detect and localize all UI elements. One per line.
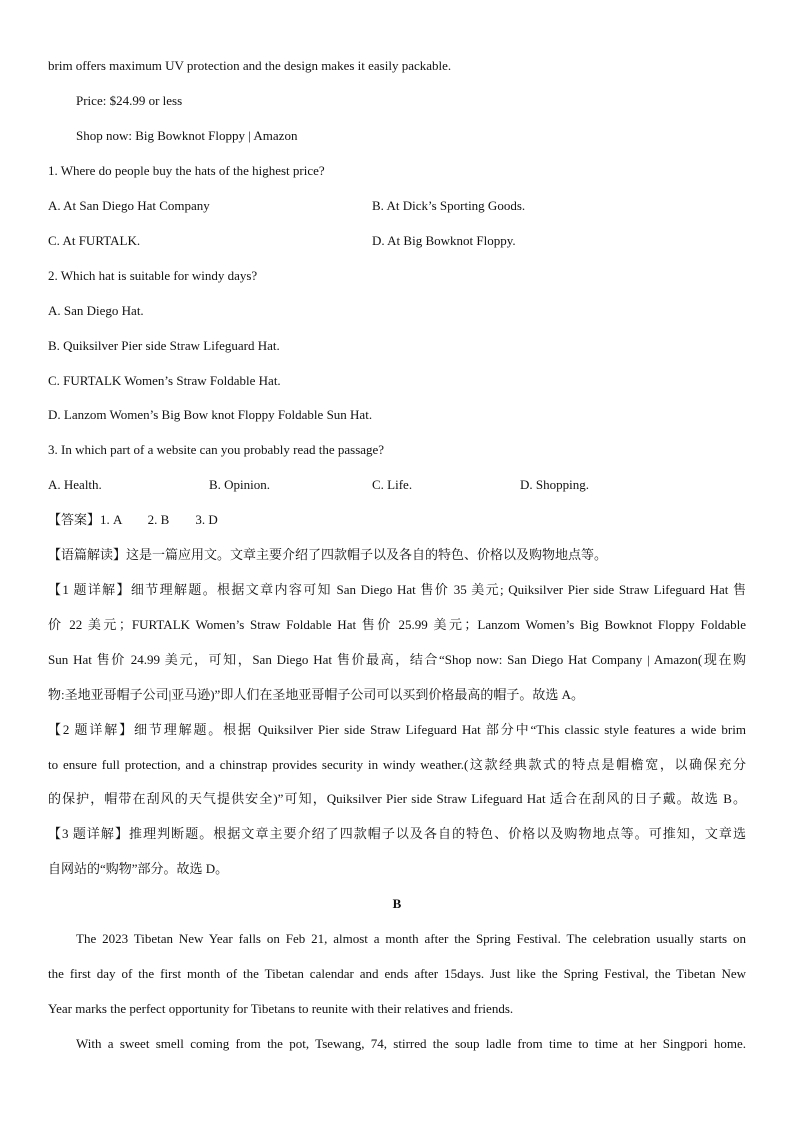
price-line: Price: $24.99 or less xyxy=(76,93,183,108)
question-3-stem: 3. In which part of a website can you probably read the passage? xyxy=(48,442,385,457)
answer-label: 【答案】 xyxy=(48,512,101,527)
question-3-option-c: C. Life. xyxy=(372,477,413,492)
q3-detail-line xyxy=(48,826,746,842)
paragraph-line: the first day of the first month of the Tibetan calendar and ends after 15days. Just like the Spring Festival, the Tibetan New xyxy=(48,966,746,981)
paragraph-line: Year marks the perfect opportunity for Tibetans to reunite with their relatives and friends. xyxy=(48,1001,514,1016)
q2-detail-label: 【2 题详解】 xyxy=(48,722,134,737)
analysis-line xyxy=(48,547,607,563)
passage-text-line: brim offers maximum UV protection and the design makes it easily packable. xyxy=(48,58,452,73)
question-3-option-a: A. Health. xyxy=(48,477,102,492)
q1-detail-text: 细节理解题。根据文章内容可知 San Diego Hat 售价 35 美元; Quiksilver Pier side Straw Lifeguard Hat 售 xyxy=(130,582,746,597)
question-2-option-a: A. San Diego Hat. xyxy=(48,303,144,318)
q3-detail-label: 【3 题详解】 xyxy=(48,826,130,841)
question-2-option-d: D. Lanzom Women’s Big Bow knot Floppy Foldable Sun Hat. xyxy=(48,407,373,422)
q1-detail-line: 物:圣地亚哥帽子公司|亚马逊)”即人们在圣地亚哥帽子公司可以买到价格最高的帽子。故选 A。 xyxy=(48,687,584,702)
q1-detail-line: Sun Hat 售价 24.99 美元，可知，San Diego Hat 售价最高，结合“Shop now: San Diego Hat Company | Amazon(现在购 xyxy=(48,652,746,667)
question-1-option-d: D. At Big Bowknot Floppy. xyxy=(372,233,516,248)
analysis-label: 【语篇解读】 xyxy=(48,547,127,562)
question-3-option-d: D. Shopping. xyxy=(520,477,589,492)
section-heading: B xyxy=(392,896,402,911)
answer-line xyxy=(48,512,218,528)
question-1-option-a: A. At San Diego Hat Company xyxy=(48,198,210,213)
answer-text: 1. A 2. B 3. D xyxy=(100,512,218,527)
question-1-option-c: C. At FURTALK. xyxy=(48,233,141,248)
question-1-option-b: B. At Dick’s Sporting Goods. xyxy=(372,198,526,213)
q1-detail-line xyxy=(48,582,746,598)
q3-detail-line: 自网站的“购物”部分。故选 D。 xyxy=(48,861,229,876)
q3-detail-text: 推理判断题。根据文章主要介绍了四款帽子以及各自的特色、价格以及购物地点等。可推知，文章选 xyxy=(129,826,746,841)
paragraph-line: The 2023 Tibetan New Year falls on Feb 21, almost a month after the Spring Festival. The celebration usually starts on xyxy=(76,931,746,946)
q2-detail-text: 细节理解题。根据 Quiksilver Pier side Straw Lifeguard Hat 部分中“This classic style features a wide brim xyxy=(133,722,746,737)
q1-detail-label: 【1 题详解】 xyxy=(48,582,131,597)
question-2-stem: 2. Which hat is suitable for windy days? xyxy=(48,268,258,283)
question-2-option-c: C. FURTALK Women’s Straw Foldable Hat. xyxy=(48,373,281,388)
question-1-stem: 1. Where do people buy the hats of the highest price? xyxy=(48,163,325,178)
q1-detail-line: 价 22 美元；FURTALK Women’s Straw Foldable Hat 售价 25.99 美元；Lanzom Women’s Big Bowknot Floppy Foldable xyxy=(48,617,746,632)
question-3-option-b: B. Opinion. xyxy=(209,477,271,492)
q2-detail-line xyxy=(48,722,746,738)
analysis-text: 这是一篇应用文。文章主要介绍了四款帽子以及各自的特色、价格以及购物地点等。 xyxy=(126,547,608,562)
q2-detail-line: to ensure full protection, and a chinstrap provides security in windy weather.(这款经典款式的特点是帽檐宽，以确保充分 xyxy=(48,757,746,772)
shop-line: Shop now: Big Bowknot Floppy | Amazon xyxy=(76,128,298,143)
q2-detail-line: 的保护，帽带在刮风的天气提供安全)”可知，Quiksilver Pier side Straw Lifeguard Hat 适合在刮风的日子戴。故选 B。 xyxy=(48,791,746,806)
question-2-option-b: B. Quiksilver Pier side Straw Lifeguard Hat. xyxy=(48,338,280,353)
paragraph-line: With a sweet smell coming from the pot, Tsewang, 74, stirred the soup ladle from time to time at her Singpori home. xyxy=(76,1036,746,1051)
